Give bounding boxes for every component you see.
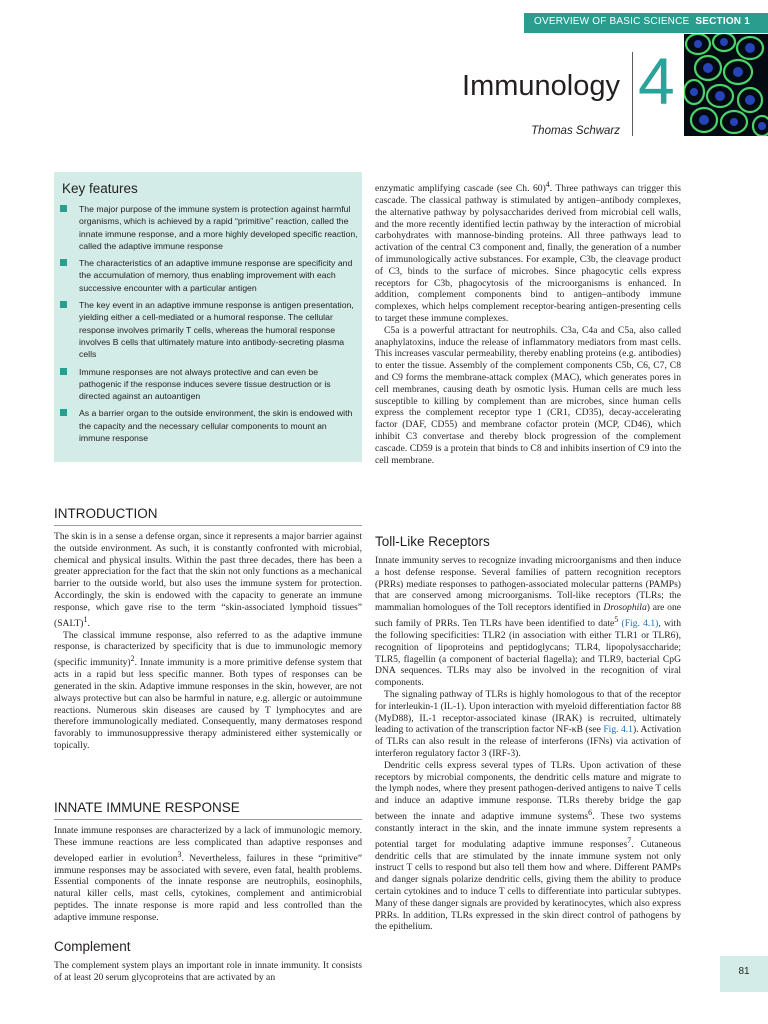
introduction-paragraph-2: The classical immune response, also referred to as the adaptive immune response, is characterized by specificity that is due to immunologic memory (specific immunity)$^2$. Innate immunity is a more primitive defense system that acts in a rapid but less specific manner. Both types of responses can be generated in the skin. Adaptive immune responses in the skin, however, are not always protective but can also be harmful in nature, e.g. allergic or autoimmune reactions. Numerous skin diseases are caused by T lymphocytes and are therefore immunologically mediated. Consequently, many dermatoses respond favorably to immunosuppressive therapy administered either systemically or topically.	[54, 629, 362, 751]
square-bullet-icon	[60, 259, 67, 266]
key-features-box	[54, 172, 362, 462]
key-feature-item: As a barrier organ to the outside environment, the skin is endowed with the capacity and the necessary cellular components to mount an immune response	[60, 407, 358, 444]
chapter-divider	[632, 52, 633, 136]
tlr-paragraph-1: Innate immunity serves to recognize invading microorganisms and then induce a host defense response. Several families of pattern recognition receptors (PRRs) mediate responses to pathogen-associated molecular patterns (PAMPs) that are conserved among microorganisms. Toll-like receptors (TLRs; the mammalian homologues of the Toll receptors identified in Drosophila) are one such family of PRRs. Ten TLRs have been identified to date$^5$ (Fig. 4.1), with the following specificities: TLR2 (in association with either TLR1 or TLR6), recognition of lipoproteins and peptidoglycans; TLR4, lipopolysaccharide; TLR5, flagellin (a component of bacterial flagella); and TLR9, bacterial CpG DNA sequences. TLRs may also be involved in the recognition of viral components.	[375, 555, 682, 689]
chapter-number: 4	[638, 44, 675, 118]
complement-text-left	[54, 960, 362, 984]
complement-paragraph-2: C5a is a powerful attractant for neutrophils. C3a, C4a and C5a, also called anaphylatoxins, induce the release of inflammatory mediators from mast cells. This increases vascular permeability, thereby enabling proteins (e.g. antibodies) to enter the tissue. Assembly of the complement components C5b, C6, C7, C8 and C9 forms the membrane-attack complex (MAC), which generates pores in cell membranes, causing death by osmotic lysis. Human cells are much less susceptible to killing by complement than are microbes, since human cells express the complement receptor type 1 (CR1, CD35), decay-accelerating factor (DAF, CD55) and membrane cofactor protein (MCP, CD46), which inhibit C3 convertase and thereby block progression of the complement cascade. CD59 is a protein that binds to C8 and inhibits insertion of C9 into the cell membrane.	[375, 324, 682, 466]
heading-rule	[54, 819, 362, 820]
key-features-list	[60, 203, 358, 449]
square-bullet-icon	[60, 205, 67, 212]
section-header-bar	[524, 13, 768, 33]
tlr-paragraph-2: The signaling pathway of TLRs is highly homologous to that of the receptor for interleukin-1 (IL-1). Upon interaction with myeloid differentiation factor 88 (MyD88), IL-1 receptor-associated kinase (IRAK) is recruited, ultimately leading to activation of the transcription factor NF-κB (see Fig. 4.1). Activation of TLRs can also result in the release of interferons (IFNs) via activation of interferon regulatory factor 3 (IRF-3).	[375, 688, 681, 759]
square-bullet-icon	[60, 301, 67, 308]
page-number: 81	[738, 966, 750, 977]
key-feature-item: The key event in an adaptive immune response is antigen presentation, yielding either a cell-mediated or a humoral response. The cellular response involves primarily T cells, whereas the humoral response involves B cells that ultimately mature into antibody-secreting plasma cells	[60, 299, 358, 360]
innate-immune-response-heading: INNATE IMMUNE RESPONSE	[54, 800, 240, 815]
innate-paragraph-1: Innate immune responses are characterized by a lack of immunologic memory. These immune reactions are less complicated than adaptive responses and developed earlier in evolution$^3$. Nevertheless, failures in these “primitive” immune responses may be associated with severe, even fatal, health problems. Essential components of the innate response are neutrophils, eosinophils, natural killer cells, mast cells, cytokines, complement and antimicrobial peptides. The innate response is more rapid and less controlled than the adaptive immune response.	[54, 825, 362, 923]
complement-paragraph-1-start: The complement system plays an important role in innate immunity. It consists of at least 20 serum glycoproteins that are activated by an	[54, 960, 362, 983]
chapter-cover-image	[684, 34, 768, 136]
figure-link[interactable]: Fig. 4.1	[603, 724, 633, 736]
introduction-heading: INTRODUCTION	[54, 506, 158, 521]
introduction-paragraph-1: The skin is in a sense a defense organ, since it represents a major barrier against the outside environment. As such, it is constantly confronted with microbial, chemical and physical insults. Within the past three decades, there has been a greater appreciation for the fact that the skin not only functions as a mechanical barrier to the outside world, but also uses the immune system for protection. Accordingly, the skin is endowed with the capacity to generate an immune response, which gave rise to the term “skin-associated lymphoid tissues” (SALT)$^1$.	[54, 531, 362, 629]
section-label: OVERVIEW OF BASIC SCIENCE SECTION 1	[534, 16, 750, 27]
author-name: Thomas Schwarz	[531, 125, 620, 137]
complement-heading: Complement	[54, 939, 131, 954]
toll-like-receptors-heading: Toll-Like Receptors	[375, 534, 490, 549]
key-features-title: Key features	[62, 181, 138, 196]
innate-text	[54, 825, 362, 924]
square-bullet-icon	[60, 409, 67, 416]
key-feature-item: Immune responses are not always protective and can even be pathogenic if the response induces severe tissue destruction or is directed against an autoantigen	[60, 366, 358, 403]
figure-link[interactable]: (Fig. 4.1)	[621, 618, 659, 630]
complement-text-right	[375, 179, 681, 466]
page-number-box	[720, 956, 768, 992]
heading-rule	[54, 525, 362, 526]
tlr-paragraph-3: Dendritic cells express several types of TLRs. Upon activation of these receptors by microbial components, the dendritic cells mature and migrate to the lymph nodes, where they present pathogen-derived antigens to naive T cells and induce an adaptive immune response. TLRs thereby bridge the gap between the innate and adaptive immune systems$^6$. These two systems constantly interact in the skin, and the innate immune system represents a potential target for modulating adaptive immune responses$^7$. Cutaneous dendritic cells that are stimulated by the innate immune system not only instruct T cells to respond but also tell them how and where. Different PAMPs and danger signals polarize dendritic cells, giving them the ability to produce certain cytokines and to induce T cells to differentiate into particular subtypes. Many of these danger signals are provided by keratinocytes, which also express PRRs. In addition, TLRs expressed in the skin direct control of pathogens by the epithelium.	[375, 759, 681, 933]
key-feature-item: The characteristics of an adaptive immune response are specificity and the accumulation of memory, thus enabling improvement with each successive encounter with a particular antigen	[60, 257, 358, 294]
chapter-title: Immunology	[462, 70, 620, 102]
tlr-text	[375, 555, 681, 933]
square-bullet-icon	[60, 368, 67, 375]
key-feature-item: The major purpose of the immune system is protection against harmful organisms, which is achieved by a rapid “primitive” reaction, called the innate immune response, and a more highly developed specific reaction, called the adaptive immune response	[60, 203, 358, 252]
introduction-text	[54, 531, 362, 752]
complement-paragraph-1-cont: enzymatic amplifying cascade (see Ch. 60)$^4$. Three pathways can trigger this cascade. The classical pathway is stimulated by antigen–antibody complexes, the alternative pathway by polysaccharides derived from microbial cell walls, and the more recently identified lectin pathway by the interaction of microbial carbohydrates with mannose-binding proteins. All three pathways lead to activation of the central C3 component and, finally, the generation of a number of immunologically active substances. For example, C3b, the cleavage product of C3, binds to the surface of microbes. Since phagocytic cells express receptors for C3b, phagocytosis of the microorganisms is enhanced. In addition, complement components bind to antigen–antibody immune complexes, which helps complement receptor-bearing antigen-presenting cells to target these immune complexes.	[375, 180, 681, 324]
